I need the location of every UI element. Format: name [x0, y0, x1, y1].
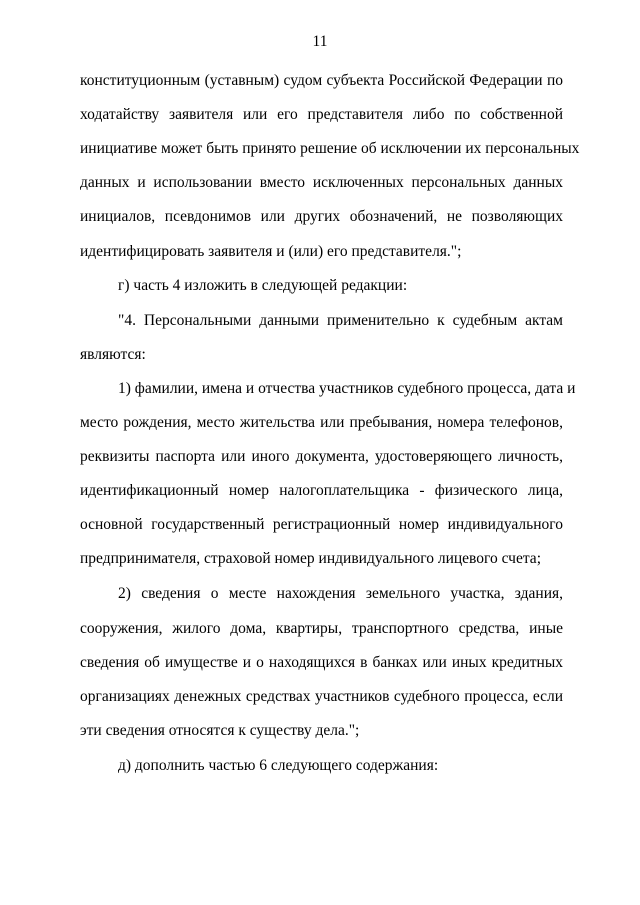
- text-line: д) дополнить частью 6 следующего содержания:: [118, 757, 439, 774]
- text-line: данных и использовании вместо исключенных персональных данных: [80, 174, 563, 191]
- text-line: являются:: [80, 346, 146, 363]
- text-line: 2) сведения о месте нахождения земельного участка, здания,: [118, 585, 563, 602]
- text-line: сведения об имуществе и о находящихся в банках или иных кредитных: [80, 654, 563, 671]
- text-line: сооружения, жилого дома, квартиры, транспортного средства, иные: [80, 620, 563, 637]
- text-line: инициативе может быть принято решение об исключении их персональных: [80, 140, 580, 157]
- text-line: реквизиты паспорта или иного документа, удостоверяющего личность,: [80, 448, 563, 465]
- page-number: 11: [312, 33, 328, 50]
- text-line: инициалов, псевдонимов или других обозначений, не позволяющих: [80, 208, 563, 225]
- text-line: место рождения, место жительства или пребывания, номера телефонов,: [80, 414, 563, 431]
- text-line: "4. Персональными данными применительно к судебным актам: [118, 312, 563, 329]
- text-line: организациях денежных средствах участников судебного процесса, если: [80, 688, 563, 705]
- text-line: конституционным (уставным) судом субъекта Российской Федерации по: [80, 72, 563, 89]
- text-line: эти сведения относятся к существу дела.";: [80, 722, 360, 739]
- text-line: ходатайству заявителя или его представителя либо по собственной: [80, 106, 563, 123]
- text-line: идентификационный номер налогоплательщика - физического лица,: [80, 482, 563, 499]
- text-line: основной государственный регистрационный номер индивидуального: [80, 516, 563, 533]
- text-line: идентифицировать заявителя и (или) его представителя.";: [80, 243, 462, 260]
- text-line: г) часть 4 изложить в следующей редакции:: [118, 277, 408, 294]
- text-line: предпринимателя, страховой номер индивидуального лицевого счета;: [80, 550, 541, 567]
- text-line: 1) фамилии, имена и отчества участников судебного процесса, дата и: [118, 380, 576, 397]
